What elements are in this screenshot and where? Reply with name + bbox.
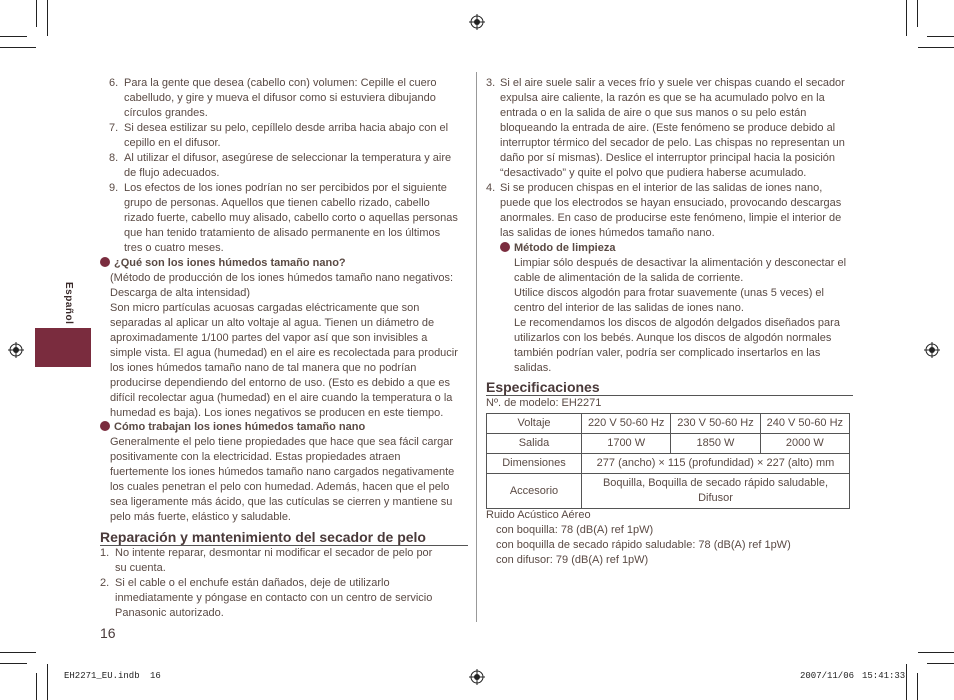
table-row <box>487 414 850 434</box>
crop-mark <box>0 36 27 37</box>
repair-heading: Reparación y mantenimiento del secador de pelo <box>100 529 426 545</box>
bullet-dot-icon <box>100 257 110 267</box>
column-divider <box>476 72 477 622</box>
bullet-dot-icon <box>100 421 110 431</box>
footer-date: 2007/11/06 <box>800 671 855 681</box>
table-cell: 1850 W <box>671 434 760 454</box>
specs-heading: Especificaciones <box>486 379 600 395</box>
page-number: 16 <box>100 625 116 641</box>
registration-mark-icon <box>469 14 485 30</box>
table-cell: Voltaje <box>487 414 582 434</box>
crop-mark <box>906 0 907 36</box>
cleaning-heading: Método de limpieza <box>500 241 615 256</box>
footer-filename: EH2271_EU.indb <box>64 671 140 681</box>
crop-mark <box>927 36 954 37</box>
crop-mark <box>917 673 918 700</box>
nano-paragraph: (Método de producción de los iones húmedos tamaño nano negativos: Descarga de alta intensidad) Son micro partículas acuosas cargadas eléctricamente que son separadas al aplicar un alto voltaje al agua. Tienen un diámetro de aproximadamente 1/100 partes del vapor así que son invisibles a simple vista. El agua (humedad) en el aire es recolectada para producir los iones húmedos tamaño nano de tal manera que no podrían producirse dependiendo del entorno de uso. (Esto es debido a que es difícil recolectar agua (humedad) en el aire cuando la temperatura o la humedad es baja). Los iones negativos se producen en este tiempo. <box>110 272 458 419</box>
cleaning-paragraph: Limpiar sólo después de desactivar la alimentación y desconectar el cable de alimentación de la salida de corriente. Utilice discos algodón para frotar suavemente (unas 5 veces) el centro del interior de las salidas de iones nano. Le recomendamos los discos de algodón delgados diseñados para utilizarlos con los bebés. Aunque los discos de algodón normales también podrían valer, podría ser complicado insertarlos en las salidas. <box>514 257 847 374</box>
crop-mark <box>927 663 954 664</box>
crop-mark <box>47 664 48 700</box>
noise-values: con boquilla: 78 (dB(A) ref 1pW) con boquilla de secado rápido saludable: 78 (dB(A) ref 1pW) con difusor: 79 (dB(A) ref 1pW) <box>496 524 791 566</box>
crop-mark <box>918 652 954 653</box>
registration-mark-icon <box>924 342 940 358</box>
table-cell: Boquilla, Boquilla de secado rápido saludable, Difusor <box>582 474 850 509</box>
specs-table <box>486 413 850 509</box>
nano-heading: ¿Qué son los iones húmedos tamaño nano? <box>100 256 346 271</box>
language-tab <box>35 328 91 367</box>
noise-title: Ruido Acústico Aéreo <box>486 509 591 521</box>
table-cell: Dimensiones <box>487 454 582 474</box>
bullet-dot-icon <box>500 242 510 252</box>
crop-mark <box>36 0 37 27</box>
table-cell: Salida <box>487 434 582 454</box>
table-cell: 230 V 50-60 Hz <box>671 414 760 434</box>
table-cell: 240 V 50-60 Hz <box>760 414 849 434</box>
crop-mark <box>0 663 27 664</box>
crop-mark <box>0 47 36 48</box>
table-cell: Accesorio <box>487 474 582 509</box>
table-row <box>487 434 850 454</box>
footer-page: 16 <box>150 671 161 681</box>
work-paragraph: Generalmente el pelo tiene propiedades que hace que sea fácil cargar positivamente con la electricidad. Estas propiedades atraen fuertemente los iones húmedos tamaño nano cargados negativamente los cuales penetran el pelo con humedad. Además, hacen que el pelo sea ligeramente más ácido, que las cutículas se cierren y mantiene su pelo más fuerte, elástico y saludable. <box>110 436 455 523</box>
table-row <box>487 454 850 474</box>
registration-mark-icon <box>469 669 485 685</box>
table-row <box>487 474 850 509</box>
crop-mark <box>918 47 954 48</box>
model-number: Nº. de modelo: EH2271 <box>486 397 602 409</box>
table-cell: 1700 W <box>582 434 671 454</box>
crop-mark <box>36 673 37 700</box>
table-cell: 220 V 50-60 Hz <box>582 414 671 434</box>
crop-mark <box>906 664 907 700</box>
crop-mark <box>917 0 918 27</box>
work-heading: Cómo trabajan los iones húmedos tamaño nano <box>100 420 365 435</box>
crop-mark <box>47 0 48 36</box>
language-tab-label: Español <box>63 282 74 325</box>
registration-mark-icon <box>8 342 24 358</box>
crop-mark <box>0 652 36 653</box>
footer-time: 15:41:33 <box>862 671 906 681</box>
table-cell: 277 (ancho) × 115 (profundidad) × 227 (alto) mm <box>582 454 850 474</box>
table-cell: 2000 W <box>760 434 849 454</box>
